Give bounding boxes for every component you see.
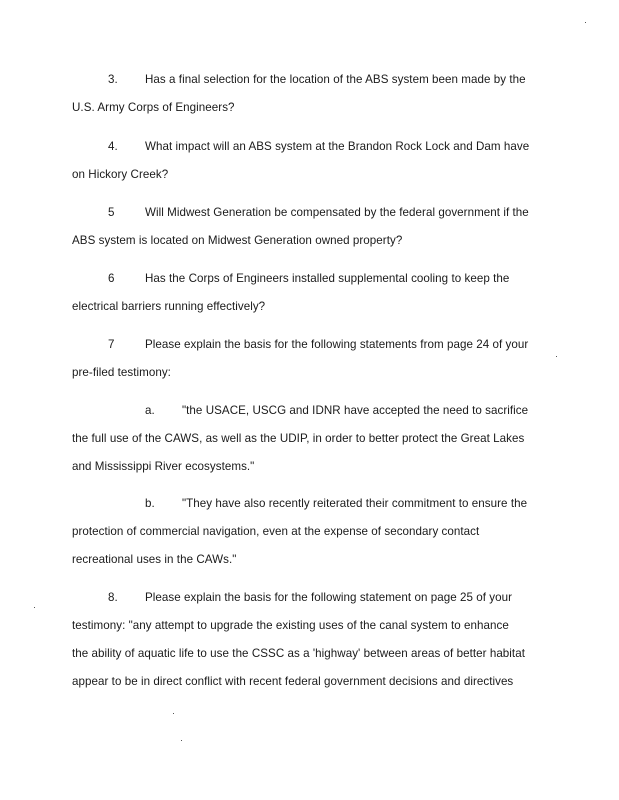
question-5-number: 5 xyxy=(108,206,115,219)
subitem-a-line-1: "the USACE, USCG and IDNR have accepted the need to sacrifice xyxy=(182,404,529,417)
question-6-line-1: Has the Corps of Engineers installed supplemental cooling to keep the xyxy=(145,272,510,285)
question-8-line-4: appear to be in direct conflict with recent federal government decisions and directives xyxy=(72,675,514,688)
question-3-line-1: Has a final selection for the location of the ABS system been made by the xyxy=(145,73,526,86)
question-6-line-2: electrical barriers running effectively? xyxy=(72,300,266,313)
question-5-line-1: Will Midwest Generation be compensated by the federal government if the xyxy=(145,206,529,219)
question-5-line-2: ABS system is located on Midwest Generation owned property? xyxy=(72,234,403,247)
question-8-line-3: the ability of aquatic life to use the CSSC as a 'highway' between areas of better habitat xyxy=(72,647,525,660)
subitem-b-label: b. xyxy=(145,497,155,510)
scan-speck xyxy=(556,356,557,357)
question-6-number: 6 xyxy=(108,272,115,285)
subitem-b-line-1: "They have also recently reiterated their commitment to ensure the xyxy=(182,497,528,510)
scan-speck xyxy=(173,713,174,714)
question-3-line-2: U.S. Army Corps of Engineers? xyxy=(72,101,235,114)
question-4-line-1: What impact will an ABS system at the Brandon Rock Lock and Dam have xyxy=(145,140,530,153)
question-4-number: 4. xyxy=(108,140,118,153)
question-4-line-2: on Hickory Creek? xyxy=(72,168,169,181)
question-8-line-2: testimony: "any attempt to upgrade the existing uses of the canal system to enhance xyxy=(72,619,509,632)
scan-speck xyxy=(181,740,182,741)
subitem-a-label: a. xyxy=(145,404,155,417)
subitem-b-line-3: recreational uses in the CAWs." xyxy=(72,553,237,566)
subitem-a-line-3: and Mississippi River ecosystems." xyxy=(72,460,255,473)
scan-speck xyxy=(585,22,586,23)
question-8-number: 8. xyxy=(108,591,118,604)
question-3-number: 3. xyxy=(108,73,118,86)
question-8-line-1: Please explain the basis for the following statement on page 25 of your xyxy=(145,591,513,604)
question-7-number: 7 xyxy=(108,338,115,351)
question-7-line-2: pre-filed testimony: xyxy=(72,366,171,379)
subitem-a-line-2: the full use of the CAWS, as well as the UDIP, in order to better protect the Great Lakes xyxy=(72,432,525,445)
question-7-line-1: Please explain the basis for the following statements from page 24 of your xyxy=(145,338,529,351)
scan-speck xyxy=(34,607,35,608)
subitem-b-line-2: protection of commercial navigation, even at the expense of secondary contact xyxy=(72,525,480,538)
